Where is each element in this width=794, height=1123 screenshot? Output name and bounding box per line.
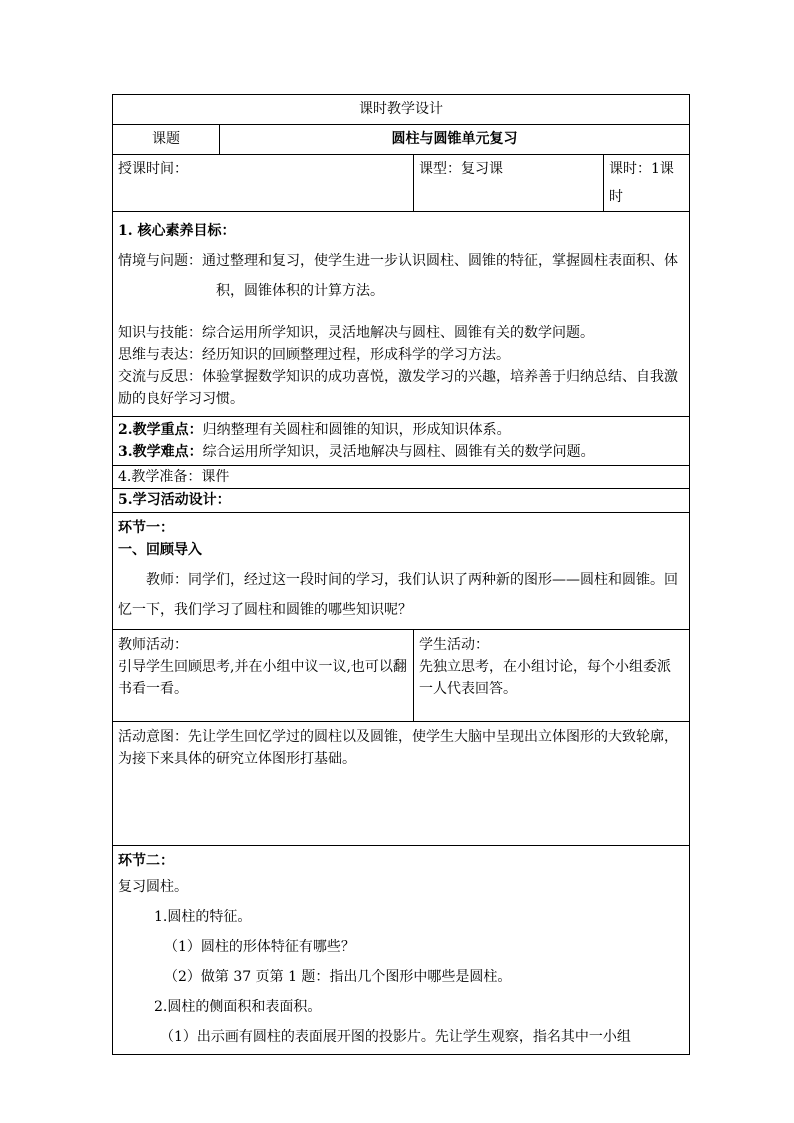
stage-one-subtitle: 一、回顾导入 [118,542,202,558]
key-point-label: 2.教学重点： [118,422,203,438]
core-goals-heading: 1. 核心素养目标： [118,223,236,239]
key-point-text: 归纳整理有关圆柱和圆锥的知识，形成知识体系。 [202,422,511,438]
goal-thinking: 思维与表达：经历知识的回顾整理过程，形成科学的学习方法。 [118,347,510,363]
teacher-activity-label: 教师活动： [118,637,188,653]
lesson-type-field: 课型：复习课 [414,155,604,212]
stage-two-line: （1）圆柱的形体特征有哪些？ [164,939,355,955]
stage-two-line: 2.圆柱的侧面积和表面积。 [154,999,322,1015]
lesson-page [112,94,689,1055]
time-field: 授课时间： [113,155,414,212]
stage-two-line: （1）出示画有圆柱的表面展开图的投影片。先让学生观察，指名其中一小组 [160,1029,631,1045]
teacher-activity-text: 引导学生回顾思考,并在小组中议一议,也可以翻书看一看。 [118,659,407,697]
stage-two-title: 环节二： [118,853,174,869]
goal-situation: 情境与问题：通过整理和复习，使学生进一步认识圆柱、圆锥的特征，掌握圆柱表面积、体积，圆锥体积的计算方法。 [118,253,678,299]
topic-value: 圆柱与圆锥单元复习 [220,125,690,155]
activity-intent: 活动意图：先让学生回忆学过的圆柱以及圆锥，使学生大脑中呈现出立体图形的大致轮廓，为接下来具体的研究立体图形打基础。 [113,722,690,846]
difficulty-label: 3.教学难点： [118,444,203,460]
stage-one-section [113,513,690,630]
stage-two-section [113,846,690,1055]
goal-knowledge: 知识与技能：综合运用所学知识，灵活地解决与圆柱、圆锥有关的数学问题。 [118,325,594,341]
lesson-plan-table [112,94,690,1055]
student-activity-cell [414,630,690,722]
goal-reflection: 交流与反思：体验掌握数学知识的成功喜悦，激发学习的兴趣，培养善于归纳总结、自我激励的良好学习习惯。 [118,369,678,407]
lesson-hours-field: 课时：1课时 [604,155,690,212]
topic-label: 课题 [113,125,220,155]
student-activity-text: 先独立思考，在小组讨论，每个小组委派一人代表回答。 [419,659,671,697]
activity-design-heading: 5.学习活动设计： [113,489,690,513]
student-activity-label: 学生活动： [419,637,489,653]
stage-two-line: 1.圆柱的特征。 [154,909,252,925]
key-points-section [113,417,690,466]
difficulty-text: 综合运用所学知识，灵活地解决与圆柱、圆锥有关的数学问题。 [202,444,595,460]
stage-two-line: 复习圆柱。 [118,879,188,895]
doc-title: 课时教学设计 [113,95,690,125]
teaching-prep: 4.教学准备：课件 [113,466,690,489]
core-goals-section [113,212,690,417]
stage-two-line: （2）做第 37 页第 1 题：指出几个图形中哪些是圆柱。 [164,969,512,985]
stage-one-title: 环节一： [118,520,174,536]
stage-one-text: 教师：同学们，经过这一段时间的学习，我们认识了两种新的图形——圆柱和圆锥。回忆一下，我们学习了圆柱和圆锥的哪些知识呢？ [118,572,678,618]
teacher-activity-cell [113,630,414,722]
